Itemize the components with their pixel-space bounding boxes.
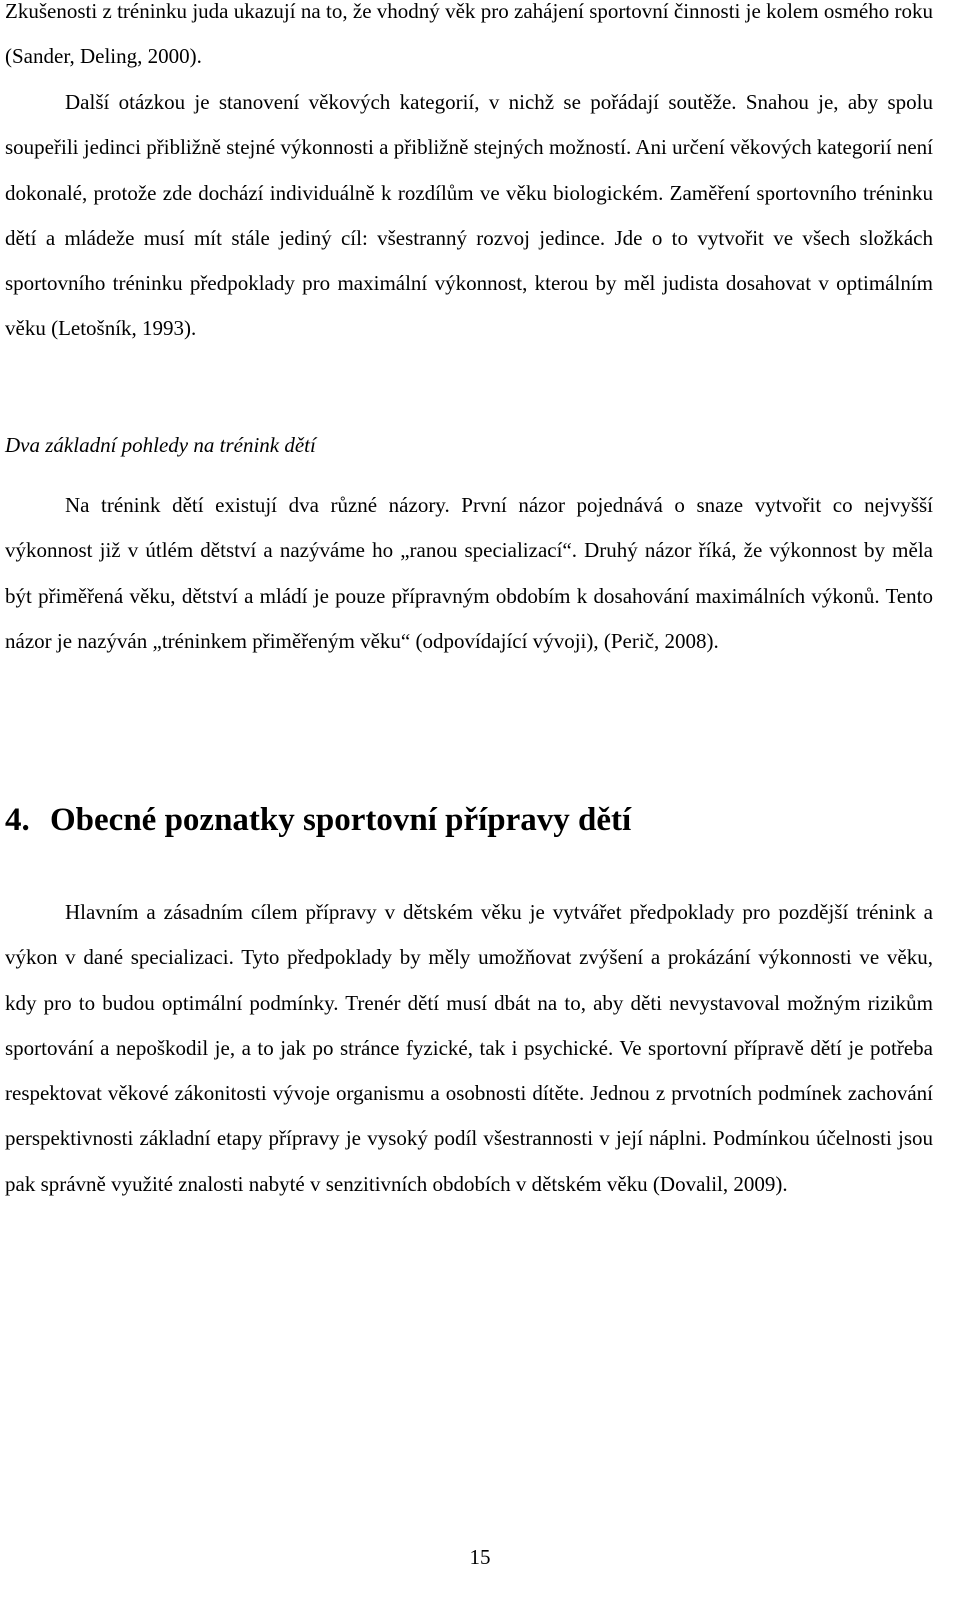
chapter-title: Obecné poznatky sportovní přípravy dětí [50,802,632,838]
page-number: 15 [469,1545,491,1569]
chapter-number: 4. [5,802,30,838]
paragraph-general-knowledge: Hlavním a zásadním cílem přípravy v dětském věku je vytvářet předpoklady pro pozdější trénink a výkon v dané specializaci. Tyto předpoklady by měly umožňovat zvýšení a prokázání výkonnosti ve věku, kdy pro to budou optimální podmínky. Trenér dětí musí dbát na to, aby děti nevystavoval možným rizikům sportování a nepoškodil je, a to jak po stránce fyzické, tak i psychické. Ve sportovní přípravě dětí je potřeba respektovat věkové zákonitosti vývoje organismu a osobnosti dítěte. Jednou z prvotních podmínek zachování perspektivnosti základní etapy přípravy je vysoký podíl všestrannosti v její náplni. Podmínkou účelnosti jsou pak správně využité znalosti nabyté v senzitivních obdobích v dětském věku (Dovalil, 2009). [5,900,933,1196]
chapter-heading [5,792,631,848]
paragraph-age-categories: Další otázkou je stanovení věkových kategorií, v nichž se pořádají soutěže. Snahou je, aby spolu soupeřili jedinci přibližně stejné výkonnosti a přibližně stejných možností. Ani určení věkových kategorií není dokonalé, protože zde dochází individuálně k rozdílům ve věku biologickém. Zaměření sportovního tréninku dětí a mládeže musí mít stále jediný cíl: všestranný rozvoj jedince. Jde o to vytvořit ve všech složkách sportovního tréninku předpoklady pro maximální výkonnost, kterou by měl judista dosahovat v optimálním věku (Letošník, 1993). [5,90,933,341]
paragraph-continuation: Zkušenosti z tréninku juda ukazují na to, že vhodný věk pro zahájení sportovní činnosti je kolem osmého roku (Sander, Deling, 2000). [5,0,933,69]
section-subheading: Dva základní pohledy na trénink dětí [5,433,316,457]
paragraph-two-views: Na trénink dětí existují dva různé názory. První názor pojednává o snaze vytvořit co nejvyšší výkonnost již v útlém dětství a nazýváme ho „ranou specializací“. Druhý názor říká, že výkonnost by měla být přiměřená věku, dětství a mládí je pouze přípravným obdobím k dosahování maximálních výkonů. Tento názor je nazýván „tréninkem přiměřeným věku“ (odpovídající vývoji), (Perič, 2008). [5,493,933,653]
